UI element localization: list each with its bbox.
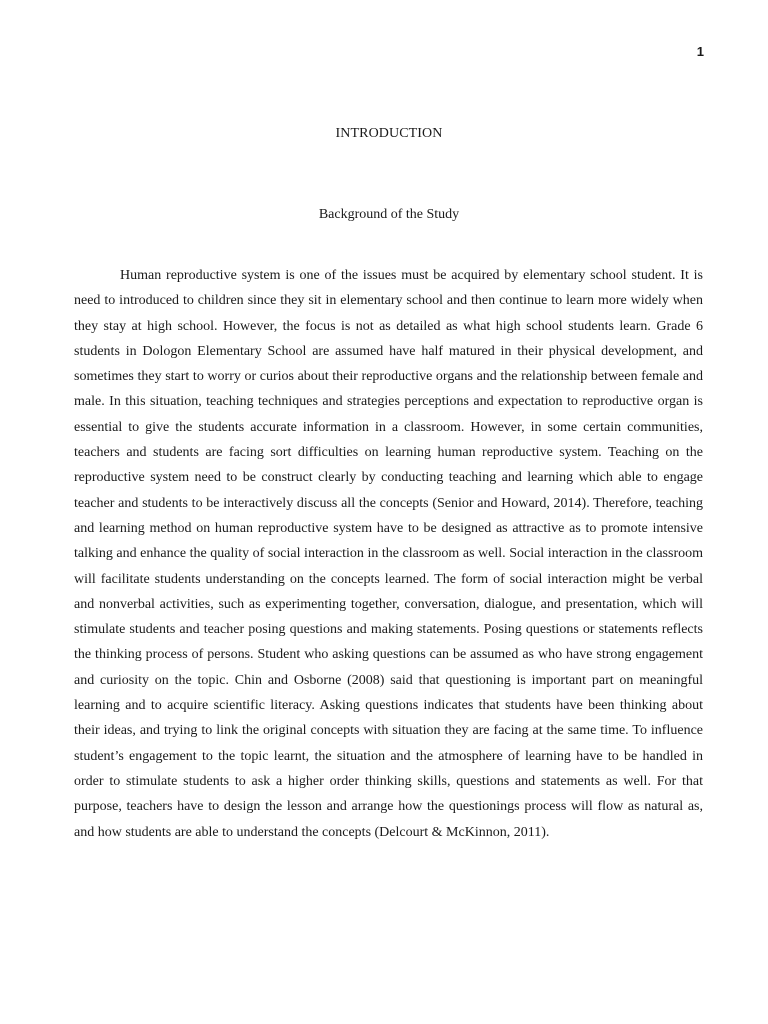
body-paragraph: Human reproductive system is one of the issues must be acquired by elementary school student. It is need to introduced to children since they sit in elementary school and then continue to learn more widely when they stay at high school. However, the focus is not as detailed as what high school students learn. Grade 6 students in Dologon Elementary School are assumed have half matured in their physical development, and sometimes they start to worry or curios about their reproductive organs and the relationship between female and male. In this situation, teaching techniques and strategies perceptions and expectation to reproductive organ is essential to give the students accurate information in a classroom. However, in some certain communities, teachers and students are facing sort difficulties on learning human reproductive system. Teaching on the reproductive system need to be construct clearly by conducting teaching and learning which able to engage teacher and students to be interactively discuss all the concepts (Senior and Howard, 2014). Therefore, teaching and learning method on human reproductive system have to be designed as attractive as to promote intensive talking and enhance the quality of social interaction in the classroom as well. Social interaction in the classroom will facilitate students understanding on the concepts learned. The form of social interaction might be verbal and nonverbal activities, such as experimenting together, conversation, dialogue, and presentation, which will stimulate students and teacher posing questions and making statements. Posing questions or statements reflects the thinking process of persons. Student who asking questions can be assumed as who have strong engagement and curiosity on the topic. Chin and Osborne (2008) said that questioning is important part on meaningful learning and to acquire scientific literacy. Asking questions indicates that students have been thinking about their ideas, and trying to link the original concepts with situation they are facing at the same time. To influence student’s engagement to the topic learnt, the situation and the atmosphere of learning have to be handled in order to stimulate students to ask a higher order thinking skills, questions and statements as well. For that purpose, teachers have to design the lesson and arrange how the questionings process will flow as natural as, and how students are able to understand the concepts (Delcourt & McKinnon, 2011). [74,268,703,840]
section-heading: Background of the Study [318,207,460,222]
document-title: INTRODUCTION [335,126,443,141]
page-number: 1 [696,44,704,59]
